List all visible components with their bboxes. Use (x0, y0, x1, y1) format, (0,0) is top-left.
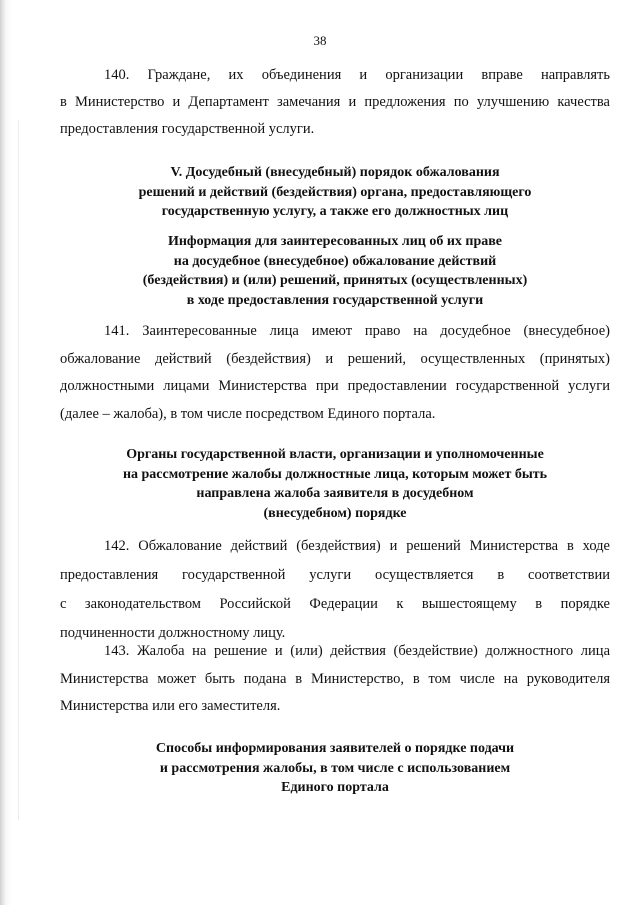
info-rights-heading-line-3: (бездействия) и (или) решений, принятых (осуществленных) (142, 273, 528, 288)
organs-heading-line-1: Органы государственной власти, организации и уполномоченные (126, 447, 544, 462)
scan-edge-line (18, 120, 19, 820)
paragraph-141-line-2: обжалование действий (бездействия) и решений, осуществленных (принятых) (60, 350, 610, 367)
info-rights-heading-line-4: в ходе предоставления государственной услуги (186, 292, 484, 308)
scan-edge-shadow (0, 0, 12, 905)
info-rights-heading (60, 232, 610, 310)
section-5-heading-line-2: решений и действий (бездействия) органа, предоставляющего (138, 184, 532, 200)
section-5-heading-line-3: государственную услугу, а также его должностных лиц (161, 204, 509, 219)
paragraph-142-line-4: подчиненности должностному лицу. (60, 625, 286, 641)
paragraph-142-line-1: 142. Обжалование действий (бездействия) и решений Министерства в ходе (104, 538, 610, 554)
paragraph-142 (60, 532, 610, 648)
methods-heading (60, 739, 610, 798)
paragraph-142-line-2: предоставления государственной услуги осуществляется в соответствии (60, 567, 610, 583)
paragraph-141-line-3: должностными лицами Министерства при предоставлении государственной услуги (60, 378, 610, 394)
organs-heading (60, 445, 610, 523)
page-number: 38 (313, 33, 327, 48)
paragraph-140-line-1: 140. Граждане, их объединения и организации вправе направлять (104, 67, 610, 83)
methods-heading-line-3: Единого портала (281, 780, 389, 795)
paragraph-140-line-3: предоставления государственной услуги. (60, 121, 315, 137)
paragraph-141-line-1: 141. Заинтересованные лица имеют право на досудебное (внесудебное) (104, 323, 610, 339)
paragraph-143-line-2: Министерства может быть подана в Министерство, в том числе на руководителя (60, 670, 610, 687)
info-rights-heading-line-1: Информация для заинтересованных лиц об их праве (167, 234, 503, 249)
organs-heading-line-3: направлена жалоба заявителя в досудебном (196, 486, 474, 501)
methods-heading-line-2: и рассмотрения жалобы, в том числе с использованием (159, 760, 511, 776)
organs-heading-line-4: (внесудебном) порядке (263, 505, 407, 521)
methods-heading-line-1: Способы информирования заявителей о порядке подачи (155, 741, 515, 756)
section-5-heading (60, 163, 610, 222)
paragraph-143-line-3: Министерства или его заместителя. (60, 698, 281, 714)
paragraph-143 (60, 638, 610, 721)
paragraph-142-line-3: с законодательством Российской Федерации к вышестоящему в порядке (60, 596, 610, 612)
organs-heading-line-2: на рассмотрение жалобы должностные лица, которым может быть (122, 466, 548, 482)
info-rights-heading-line-2: на досудебное (внесудебное) обжалование действий (173, 253, 497, 269)
paragraph-141-line-4: (далее – жалоба), в том числе посредством Единого портала. (60, 405, 436, 422)
paragraph-141 (60, 318, 610, 428)
paragraph-140 (60, 62, 610, 143)
section-5-heading-line-1: V. Досудебный (внесудебный) порядок обжалования (170, 165, 500, 180)
paragraph-140-line-2: в Министерство и Департамент замечания и предложения по улучшению качества (60, 94, 610, 110)
paragraph-143-line-1: 143. Жалоба на решение и (или) действия (бездействие) должностного лица (104, 643, 610, 659)
